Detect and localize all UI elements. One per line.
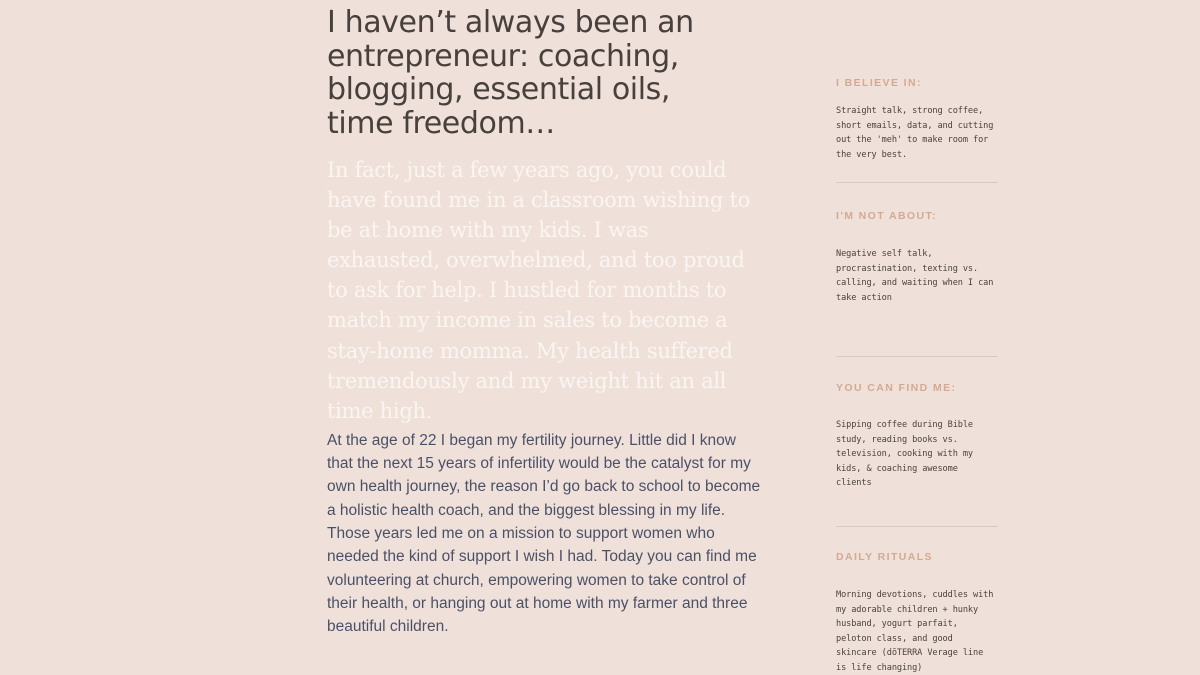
about-main-content [327,6,767,639]
sidebar-text: Sipping coffee during Bible study, reading books vs. television, cooking with my kids, & coaching awesome clients [836,420,973,488]
about-body-paragraph: At the age of 22 I began my fertility journey. Little did I know that the next 15 years of infertility would be the catalyst for my own health journey, the reason I’d go back to school to become a holistic health coach, and the biggest blessing in my life. Those years led me on a mission to support women who needed the kind of support I wish I had. Today you can find me volunteering at church, empowering women to take control of their health, or hanging out at home with my farmer and three beautiful children. [327,431,761,636]
sidebar-heading: DAILY RITUALS [836,551,933,563]
sidebar-heading: I'M NOT ABOUT: [836,210,938,222]
sidebar-heading: I BELIEVE IN: [836,77,922,89]
sidebar-section-find-me [836,382,998,527]
about-sidebar [836,77,998,675]
about-headline: I haven’t always been an entrepreneur: coaching, blogging, essential oils, time freedom… [327,5,694,141]
sidebar-section-not-about [836,210,998,357]
about-lead-paragraph: In fact, just a few years ago, you could have found me in a classroom wishing to be at home with my kids. I was exhausted, overwhelmed, and too proud to ask for help. I hustled for months to match my income in sales to become a stay-home momma. My health suffered tremendously and my weight hit an all time high. [327,158,750,423]
sidebar-section-daily-rituals [836,551,998,675]
sidebar-text: Morning devotions, cuddles with my adorable children + hunky husband, yogurt parfait, peloton class, and good skincare (dōTERRA Verage line is life changing) [836,590,994,673]
sidebar-section-believe-in [836,77,998,183]
sidebar-heading: YOU CAN FIND ME: [836,382,957,394]
sidebar-text: Negative self talk, procrastination, texting vs. calling, and waiting when I can take action [836,249,994,303]
sidebar-text: Straight talk, strong coffee, short emails, data, and cutting out the 'meh' to make room for the very best. [836,106,994,160]
